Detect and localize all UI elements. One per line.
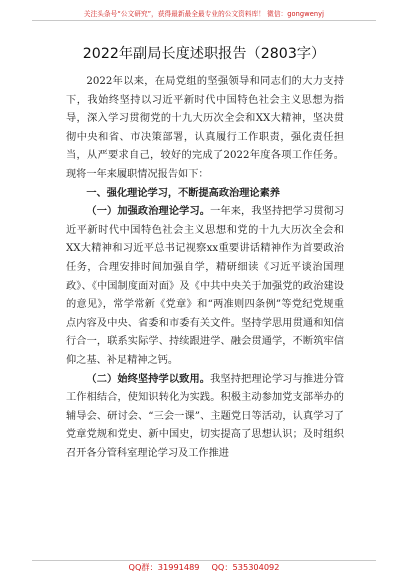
subsection-2-body: 我坚持把理论学习与推进分管工作相结合，使知识转化为实践。积极主动参加党支部举办的辅导会、研讨会、“三会一课”、主题党日等活动，认真学习了党章党规和党史、新中国史，切实提高了思想认识；及时组织召开各分管科室理论学习及工作推进 xyxy=(66,373,345,459)
footer-qq: QQ：535304092 xyxy=(211,562,280,572)
header-banner: 关注头条号“公文研究”，获得最新最全最专业的公文资料库！ 微信：gongwenyj xyxy=(83,10,325,18)
section-heading-1: 一、强化理论学习，不断提高政治理论素养 xyxy=(86,187,280,199)
subsection-2 xyxy=(66,371,344,464)
header-divider xyxy=(32,20,376,21)
footer-qq-group: QQ群：31991489 xyxy=(128,562,200,572)
footer xyxy=(0,562,408,573)
footer-divider xyxy=(32,560,376,561)
subsection-1-body: 一年来，我坚持把学习贯彻习近平新时代中国特色社会主义思想和党的十九大历次全会和XX大精神和习近平总书记视察xx重要讲话精神作为首要政治任务，合理安排时间加强自学，精研细读《习近平谈治国理政》、《中国制度面对面》及《中共中央关于加强党的政治建设的意见》，常学常新《党章》和“两准则四条例”等党纪党规重点内容及中央、省委和市委有关文件。坚持学思用贯通和知信行合一，联系实际学、持续跟进学、融会贯通学，不断筑牢信仰之基、补足精神之钙。 xyxy=(66,206,345,366)
subsection-1 xyxy=(66,203,344,370)
subsection-2-title: （二）始终坚持学以致用。 xyxy=(86,373,211,385)
intro-paragraph: 2022年以来，在局党组的坚强领导和同志们的大力支持下，我始终坚持以习近平新时代中国特色社会主义思想为指导，深入学习贯彻党的十九大历次全会和XX大精神，坚决贯彻中央和省、市决策部署，认真履行工作职责，强化责任担当，从严要求自己，较好的完成了2022年度各项工作任务。现将一年来履职情况报告如下： xyxy=(66,76,344,180)
document-body xyxy=(66,73,344,463)
document-title: 2022年副局长度述职报告（2803字） xyxy=(82,46,326,62)
subsection-1-title: （一）加强政治理论学习。 xyxy=(86,206,211,218)
